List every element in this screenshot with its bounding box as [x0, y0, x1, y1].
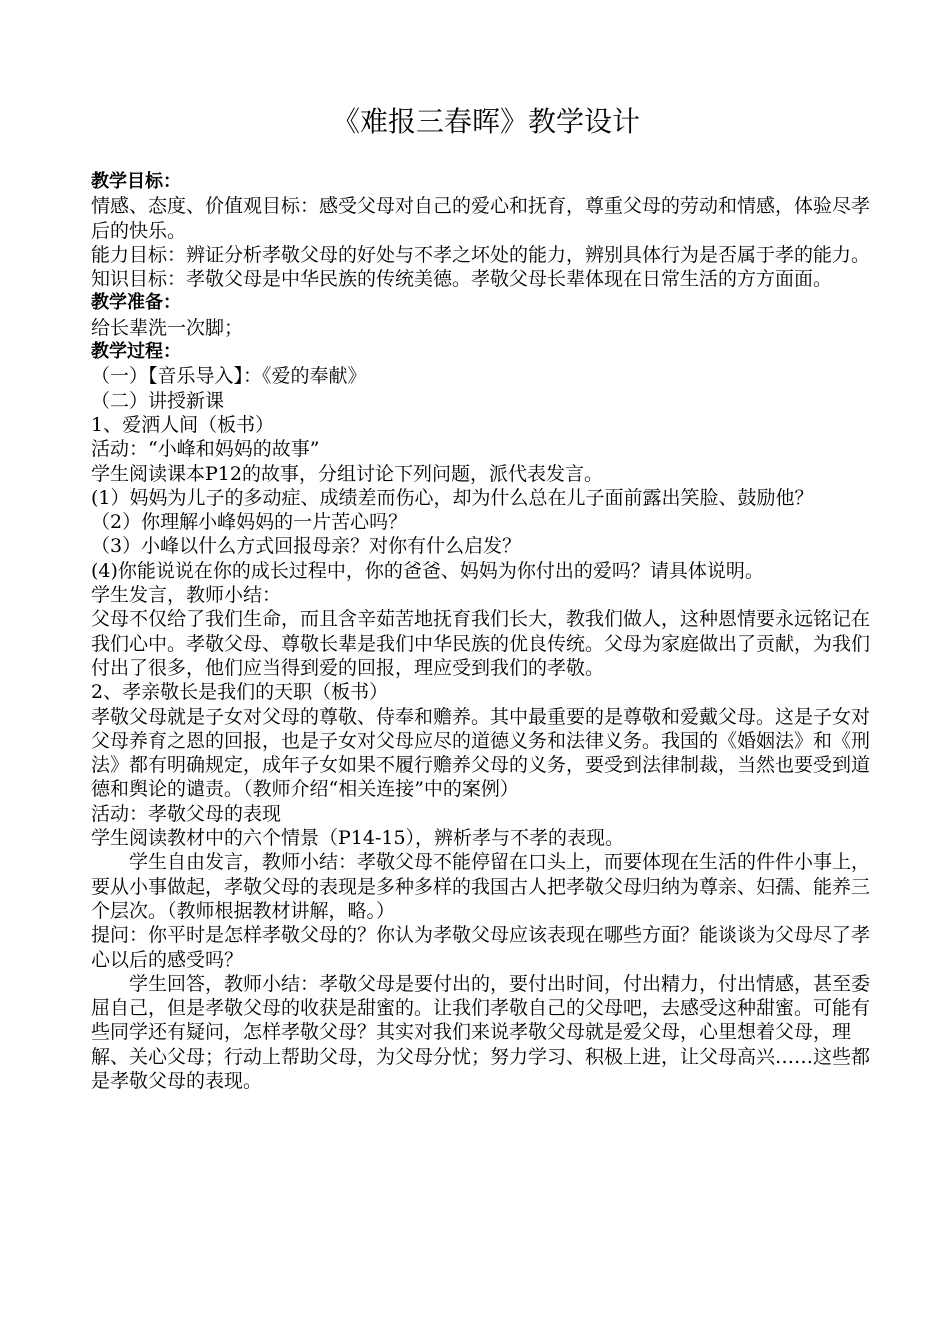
goal-knowledge: 知识目标：孝敬父母是中华民族的传统美德。孝敬父母长辈体现在日常生活的方方面面。 [91, 268, 833, 291]
question-prompt: 提问：你平时是怎样孝敬父母的？你认为孝敬父母应该表现在哪些方面？能谈谈为父母尽了孝心以后的感受吗？ [91, 924, 871, 971]
activity2-title: 活动：孝敬父母的表现 [91, 802, 282, 825]
section1-title: 1、爱洒人间（板书） [91, 413, 275, 436]
goal-ability: 能力目标：辨证分析孝敬父母的好处与不孝之坏处的能力，辨别具体行为是否属于孝的能力。 [91, 243, 871, 266]
summary1-label: 学生发言，教师小结： [91, 584, 282, 607]
process-heading: 教学过程： [91, 341, 181, 363]
summary2-text: 学生自由发言，教师小结：孝敬父母不能停留在口头上，而要体现在生活的件件小事上，要从小事做起，孝敬父母的表现是多种多样的我国古人把孝敬父母归纳为尊亲、妇孺、能养三个层次。（教师根据教材讲解，略。） [91, 851, 871, 922]
section2-text: 孝敬父母就是子女对父母的尊敬、侍奉和赡养。其中最重要的是尊敬和爱戴父母。这是子女对父母养育之恩的回报，也是子女对父母应尽的道德义务和法律义务。我国的《婚姻法》和《刑法》都有明确规定，成年子女如果不履行赡养父母的义务，要受到法律制裁，当然也要受到道德和舆论的谴责。（教师介绍“相关连接”中的案例） [91, 705, 871, 801]
summary1-text: 父母不仅给了我们生命，而且含辛茹苦地抚育我们长大，教我们做人，这种恩情要永远铭记在我们心中。孝敬父母、尊敬长辈是我们中华民族的优良传统。父母为家庭做出了贡献，为我们付出了很多，他们应当得到爱的回报，理应受到我们的孝敬。 [91, 608, 871, 679]
step-music-intro: （一）【音乐导入】：《爱的奉献》 [91, 365, 367, 388]
question-2: （2）你理解小峰妈妈的一片苦心吗？ [91, 511, 408, 534]
question-1: (1）妈妈为儿子的多动症、成绩差而伤心，却为什么总在儿子面前露出笑脸、鼓励他？ [91, 486, 814, 509]
summary3-text: 学生回答，教师小结：孝敬父母是要付出的，要付出时间，付出精力，付出情感，甚至委屈自己，但是孝敬父母的收获是甜蜜的。让我们孝敬自己的父母吧，去感受这种甜蜜。可能有些同学还有疑问，怎样孝敬父母？其实对我们来说孝敬父母就是爱父母，心里想着父母，理解、关心父母；行动上帮助父母，为父母分忧；努力学习、积极上进，让父母高兴……这些都是孝敬父母的表现。 [91, 972, 871, 1092]
step-new-lesson: （二）讲授新课 [91, 389, 225, 412]
question-3: （3）小峰以什么方式回报母亲？对你有什么启发？ [91, 535, 522, 558]
activity2-description: 学生阅读教材中的六个情景（P14-15），辨析孝与不孝的表现。 [91, 827, 625, 850]
document-page [91, 100, 881, 1093]
prep-heading: 教学准备： [91, 292, 181, 314]
goal-emotion: 情感、态度、价值观目标：感受父母对自己的爱心和抚育，尊重父母的劳动和情感，体验尽孝后的快乐。 [91, 195, 871, 242]
goals-heading: 教学目标： [91, 171, 181, 192]
question-4: (4)你能说说在你的成长过程中，你的爸爸、妈妈为你付出的爱吗？请具体说明。 [91, 559, 764, 582]
document-title: 《难报三春晖》教学设计 [331, 105, 640, 138]
prep-text: 给长辈洗一次脚； [91, 316, 244, 339]
activity1-title: 活动：“小峰和妈妈的故事” [91, 438, 320, 461]
section2-title: 2、孝亲敬长是我们的天职（板书） [91, 681, 389, 704]
activity1-description: 学生阅读课本P12的故事，分组讨论下列问题，派代表发言。 [91, 462, 603, 485]
